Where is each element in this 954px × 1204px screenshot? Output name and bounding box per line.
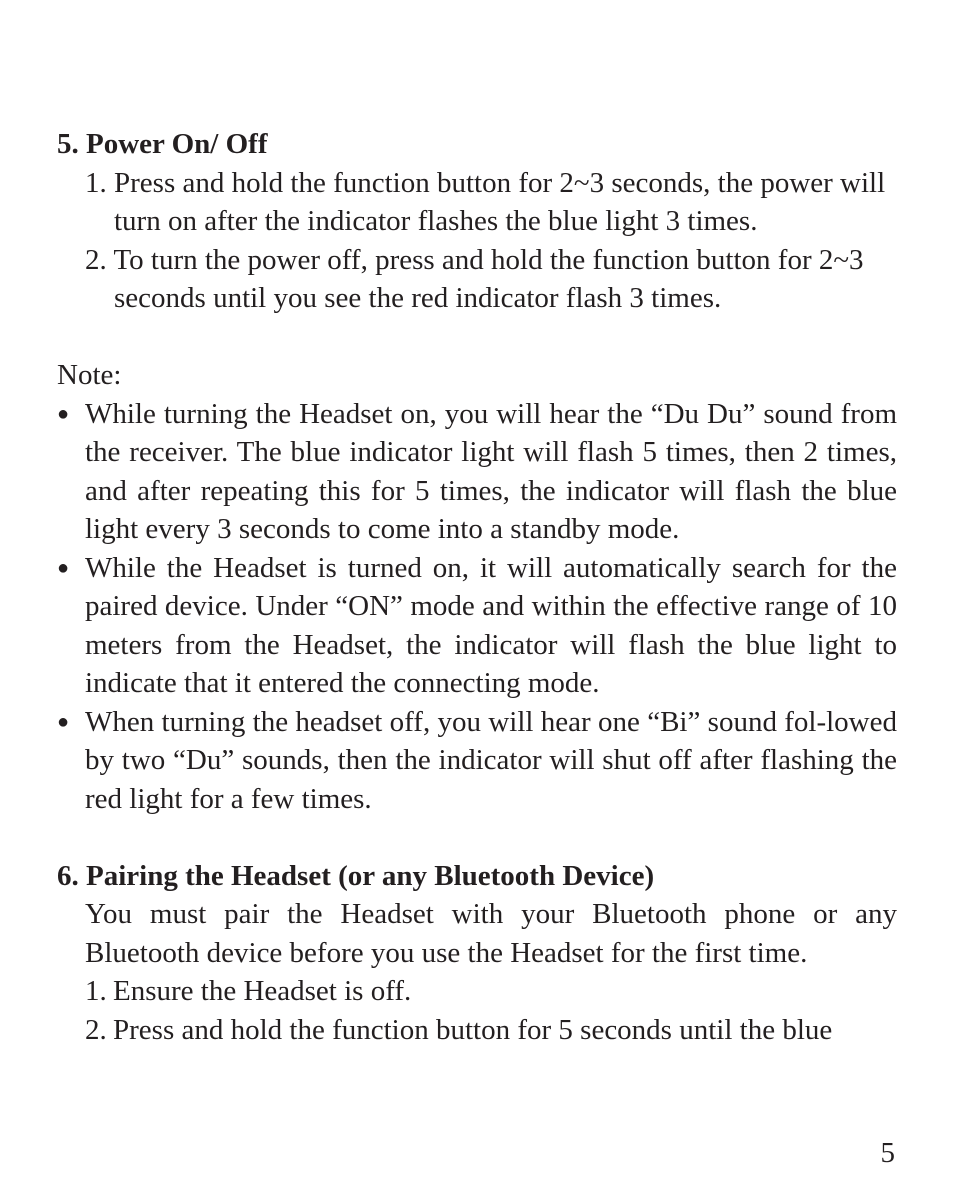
- section-6-step-2: [57, 1011, 897, 1050]
- bullet-icon: ●: [57, 402, 70, 425]
- section-6-intro: You must pair the Headset with your Bluetooth phone or any Bluetooth device before you use the Headset for the first time.: [85, 898, 897, 969]
- step-text: Ensure the Headset is off.: [113, 975, 412, 1007]
- bullet-icon: ●: [57, 556, 70, 579]
- page-number: 5: [880, 1137, 895, 1169]
- step-number: 2.: [85, 1013, 107, 1046]
- spacer: [57, 818, 897, 857]
- note-item-3-text: When turning the headset off, you will hear one “Bi” sound fol-lowed by two “Du” sounds, then the indicator will shut off after flashing the red light for a few times.: [85, 705, 897, 815]
- section-5-step-1: 1. Press and hold the function button for 2~3 seconds, the power will turn on after the indicator flashes the blue light 3 times.: [85, 166, 886, 237]
- spacer: [57, 318, 897, 357]
- section-5-heading: 5. Power On/ Off: [57, 128, 268, 160]
- step-text: Press and hold the function button for 5 seconds until the blue: [113, 1013, 833, 1046]
- note-label: Note:: [57, 359, 122, 391]
- section-6-step-1: [57, 972, 897, 1011]
- note-item-3: [57, 703, 897, 819]
- bullet-icon: ●: [57, 710, 70, 733]
- note-item-1: [57, 395, 897, 549]
- section-6-heading: 6. Pairing the Headset (or any Bluetooth Device): [57, 859, 655, 892]
- step-number: 1.: [85, 975, 107, 1007]
- note-item-1-text: While turning the Headset on, you will hear the “Du Du” sound from the receiver. The blue indicator light will flash 5 times, then 2 times, and after repeating this for 5 times, the indicator will flash the blue light every 3 seconds to come into a standby mode.: [85, 397, 897, 545]
- manual-page: [57, 125, 897, 1049]
- note-item-2: [57, 549, 897, 703]
- section-5-step-2: 2. To turn the power off, press and hold the function button for 2~3 seconds until you see the red indicator flash 3 times.: [85, 243, 864, 314]
- note-item-2-text: While the Headset is turned on, it will automatically search for the paired device. Under “ON” mode and within the effective range of 10 meters from the Headset, the indicator will flash the blue light to indicate that it entered the connecting mode.: [85, 551, 897, 699]
